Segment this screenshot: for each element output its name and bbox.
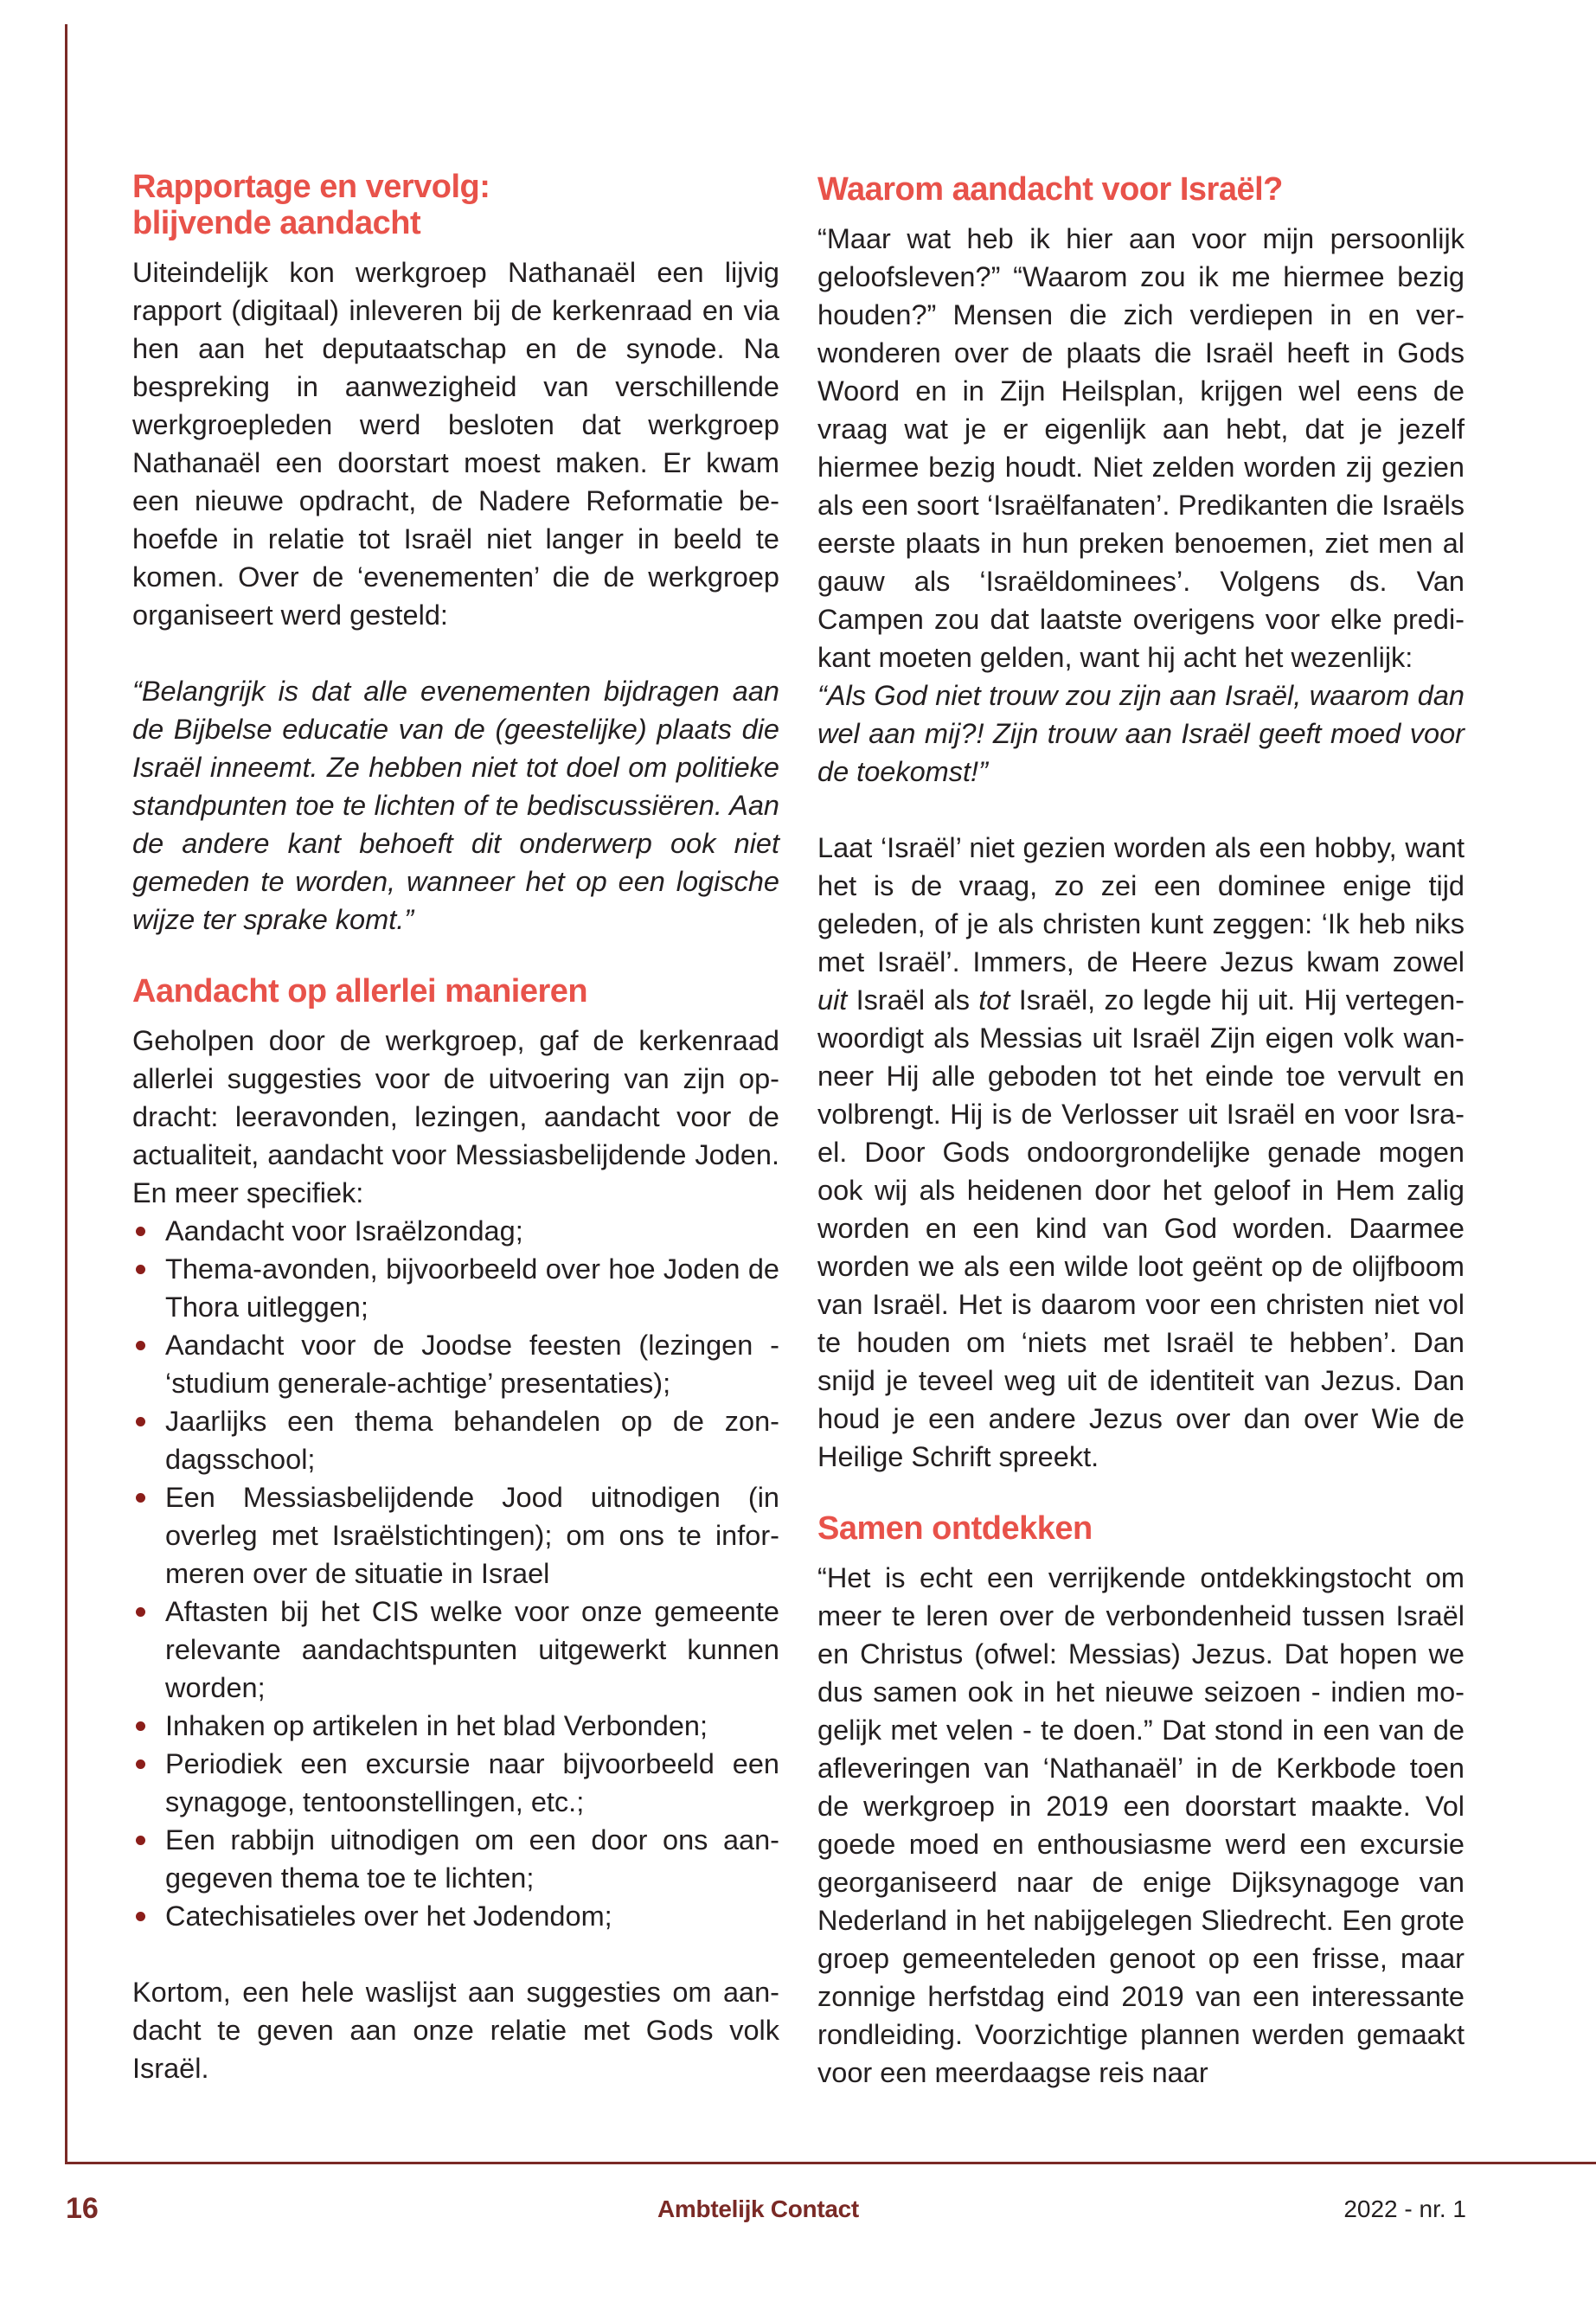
page-border-left	[65, 24, 67, 2164]
bullet-icon	[136, 1265, 145, 1274]
text-run: Israël als	[847, 984, 979, 1016]
list-item-text: Een Messiasbelijdende Jood uitnodigen (in overleg met Israëlstichtingen); om ons te informeren over de situatie in Israel	[165, 1482, 779, 1589]
emphasis-tot: tot	[978, 984, 1010, 1016]
bullet-icon	[136, 1721, 145, 1731]
text-run: Laat ‘Israël’ niet gezien worden als een hobby, want het is de vraag, zo zei een dominee enige tijd geleden, of je als christen kunt zeggen: ‘Ik heb niks met Israël’. Immers, de Heere Jezus kwam zowel	[817, 832, 1465, 977]
bullet-icon	[136, 1912, 145, 1921]
heading-line-2: blijvende aandacht	[132, 205, 421, 241]
heading-samen-ontdekken: Samen ontdekken	[817, 1510, 1093, 1547]
issue-label: 2022 - nr. 1	[1343, 2195, 1466, 2222]
spacer	[132, 1935, 779, 1973]
paragraph-hobby	[817, 829, 1465, 1476]
quote-text: “Als God niet trouw zou zijn aan Israël, waarom dan wel aan mij?! Zijn trouw aan Israël geeft moed voor de toekomst!”	[817, 680, 1465, 787]
left-column	[132, 169, 779, 2087]
list-item	[132, 1821, 779, 1897]
bullet-icon	[136, 1493, 145, 1503]
paragraph-samen-ontdekken: “Het is echt een verrijkende ontdekkingstocht om meer te leren over de verbondenheid tussen Israël en Christus (ofwel: Messias) Jezus. Dat hopen we dus samen ook in het nieuwe seizoen - indien mogelijk met velen - te doen.” Dat stond in een van de afleveringen van ‘Nathanaël’ in de Kerkbode toen de werkgroep in 2019 een doorstart maakte. Vol goede moed en enthousiasme werd een excursie georganiseerd naar de enige Dijksynagoge van Nederland in het nabijgelegen Sliedrecht. Een grote groep gemeenteleden genoot op een frisse, maar zonnige herfstdag eind 2019 van een interessante rondleiding. Voorzichtige plannen werden gemaakt voor een meerdaagse reis naar	[817, 1562, 1465, 2088]
list-item	[132, 1402, 779, 1478]
paragraph-rapportage: Uiteindelijk kon werkgroep Nathanaël een lijvig rapport (digitaal) inleveren bij de kerkenraad en via hen aan het deputaatschap en de synode. Na bespreking in aanwezigheid van verschillende werkgroepleden werd besloten dat werkgroep Nathanaël een doorstart moest maken. Er kwam een nieuwe opdracht, de Nadere Reformatie behoefde in relatie tot Israël niet langer in beeld te komen. Over de ‘evenementen’ die de werkgroep organiseert werd gesteld:	[132, 257, 779, 631]
list-item-text: Catechisatieles over het Jodendom;	[165, 1900, 612, 1932]
spacer	[817, 791, 1465, 829]
list-item	[132, 1707, 779, 1745]
bullet-icon	[136, 1607, 145, 1617]
list-item-text: Aandacht voor Israëlzondag;	[165, 1215, 523, 1247]
paragraph-suggesties: Geholpen door de werkgroep, gaf de kerkenraad allerlei suggesties voor de uitvoering van zijn opdracht: leeravonden, lezingen, aandacht voor de actualiteit, aandacht voor Messiasbelijdende Joden. En meer specifiek:	[132, 1025, 779, 1208]
quote-van-campen	[817, 676, 1465, 791]
heading-line-1: Rapportage en vervolg:	[132, 169, 490, 205]
bullet-icon	[136, 1227, 145, 1236]
emphasis-uit: uit	[817, 984, 848, 1016]
bullet-icon	[136, 1341, 145, 1350]
heading-aandacht-manieren: Aandacht op allerlei manieren	[132, 973, 588, 1009]
list-item-text: Aandacht voor de Joodse feesten (lezingen - ‘studium generale-achtige’ presentaties);	[165, 1330, 779, 1399]
list-item	[132, 1897, 779, 1935]
page-number: 16	[66, 2192, 99, 2225]
list-item-text: Periodiek een excursie naar bijvoorbeeld een synagoge, tentoonstellingen, etc.;	[165, 1748, 779, 1817]
text-run: Israël, zo legde hij uit. Hij vertegenwoordigt als Messias uit Israël Zijn eigen volk wanneer Hij alle geboden tot het einde toe vervult en volbrengt. Hij is de Verlosser uit Israël en voor Israel. Door Gods ondoorgrondelijke genade mogen ook wij als heidenen door het geloof in Hem zalig worden en een kind van God worden. Daarmee worden we als een wilde loot geënt op de olijfboom van Israël. Het is daarom voor een christen niet vol te houden om ‘niets met Israël te hebben’. Dan snijd je teveel weg uit de identiteit van Jezus. Dan houd je een andere Jezus over dan over Wie de Heilige Schrift spreekt.	[817, 984, 1465, 1472]
list-item-text: Thema-avonden, bijvoorbeeld over hoe Joden de Thora uitleggen;	[165, 1253, 779, 1323]
spacer	[132, 939, 779, 973]
spacer	[817, 1476, 1465, 1510]
list-item-text: Aftasten bij het CIS welke voor onze gemeente relevante aandachtspunten uitgewerkt kunnen worden;	[165, 1596, 779, 1703]
heading-rapportage	[132, 169, 779, 241]
bullet-icon	[136, 1836, 145, 1845]
quote-evenementen	[132, 672, 779, 939]
right-column	[817, 169, 1465, 2092]
bullet-icon	[136, 1417, 145, 1426]
list-item-text: Een rabbijn uitnodigen om een door ons aangegeven thema toe te lichten;	[165, 1824, 779, 1894]
list-item	[132, 1250, 779, 1326]
paragraph-waarom: “Maar wat heb ik hier aan voor mijn persoonlijk geloofsleven?” “Waarom zou ik me hiermee bezig houden?” Mensen die zich verdiepen in en verwonderen over de plaats die Israël heeft in Gods Woord en in Zijn Heilsplan, krijgen wel eens de vraag wat je er eigenlijk aan hebt, dat je jezelf hiermee bezig houdt. Niet zelden worden zij gezien als een soort ‘Israëlfanaten’. Predikanten die Israëls eerste plaats in hun preken benoemen, ziet men al gauw als ‘Israëldominees’. Volgens ds. Van Campen zou dat laatste overigens voor elke predikant moeten gelden, want hij acht het wezenlijk:	[817, 223, 1465, 673]
suggestions-list	[132, 1212, 779, 1935]
list-item-text: Inhaken op artikelen in het blad Verbonden;	[165, 1710, 708, 1741]
quote-text: “Belangrijk is dat alle evenementen bijdragen aan de Bijbelse educatie van de (geestelijke) plaats die Israël inneemt. Ze hebben niet tot doel om politieke standpunten toe te lichten of te bediscussiëren. Aan de andere kant behoeft dit onderwerp ook niet gemeden te worden, wanneer het op een logische wijze ter sprake komt.”	[132, 676, 779, 935]
page-footer	[0, 2192, 1596, 2235]
list-item-text: Jaarlijks een thema behandelen op de zondagsschool;	[165, 1406, 779, 1475]
paragraph-kortom: Kortom, een hele waslijst aan suggesties om aandacht te geven aan onze relatie met Gods volk Israël.	[132, 1977, 779, 2084]
magazine-title: Ambtelijk Contact	[657, 2195, 859, 2222]
bullet-icon	[136, 1759, 145, 1769]
list-item	[132, 1478, 779, 1593]
list-item	[132, 1593, 779, 1707]
heading-waarom-israel: Waarom aandacht voor Israël?	[817, 171, 1283, 208]
page-border-bottom	[65, 2162, 1596, 2164]
list-item	[132, 1212, 779, 1250]
list-item	[132, 1745, 779, 1821]
list-item	[132, 1326, 779, 1402]
spacer	[132, 634, 779, 672]
